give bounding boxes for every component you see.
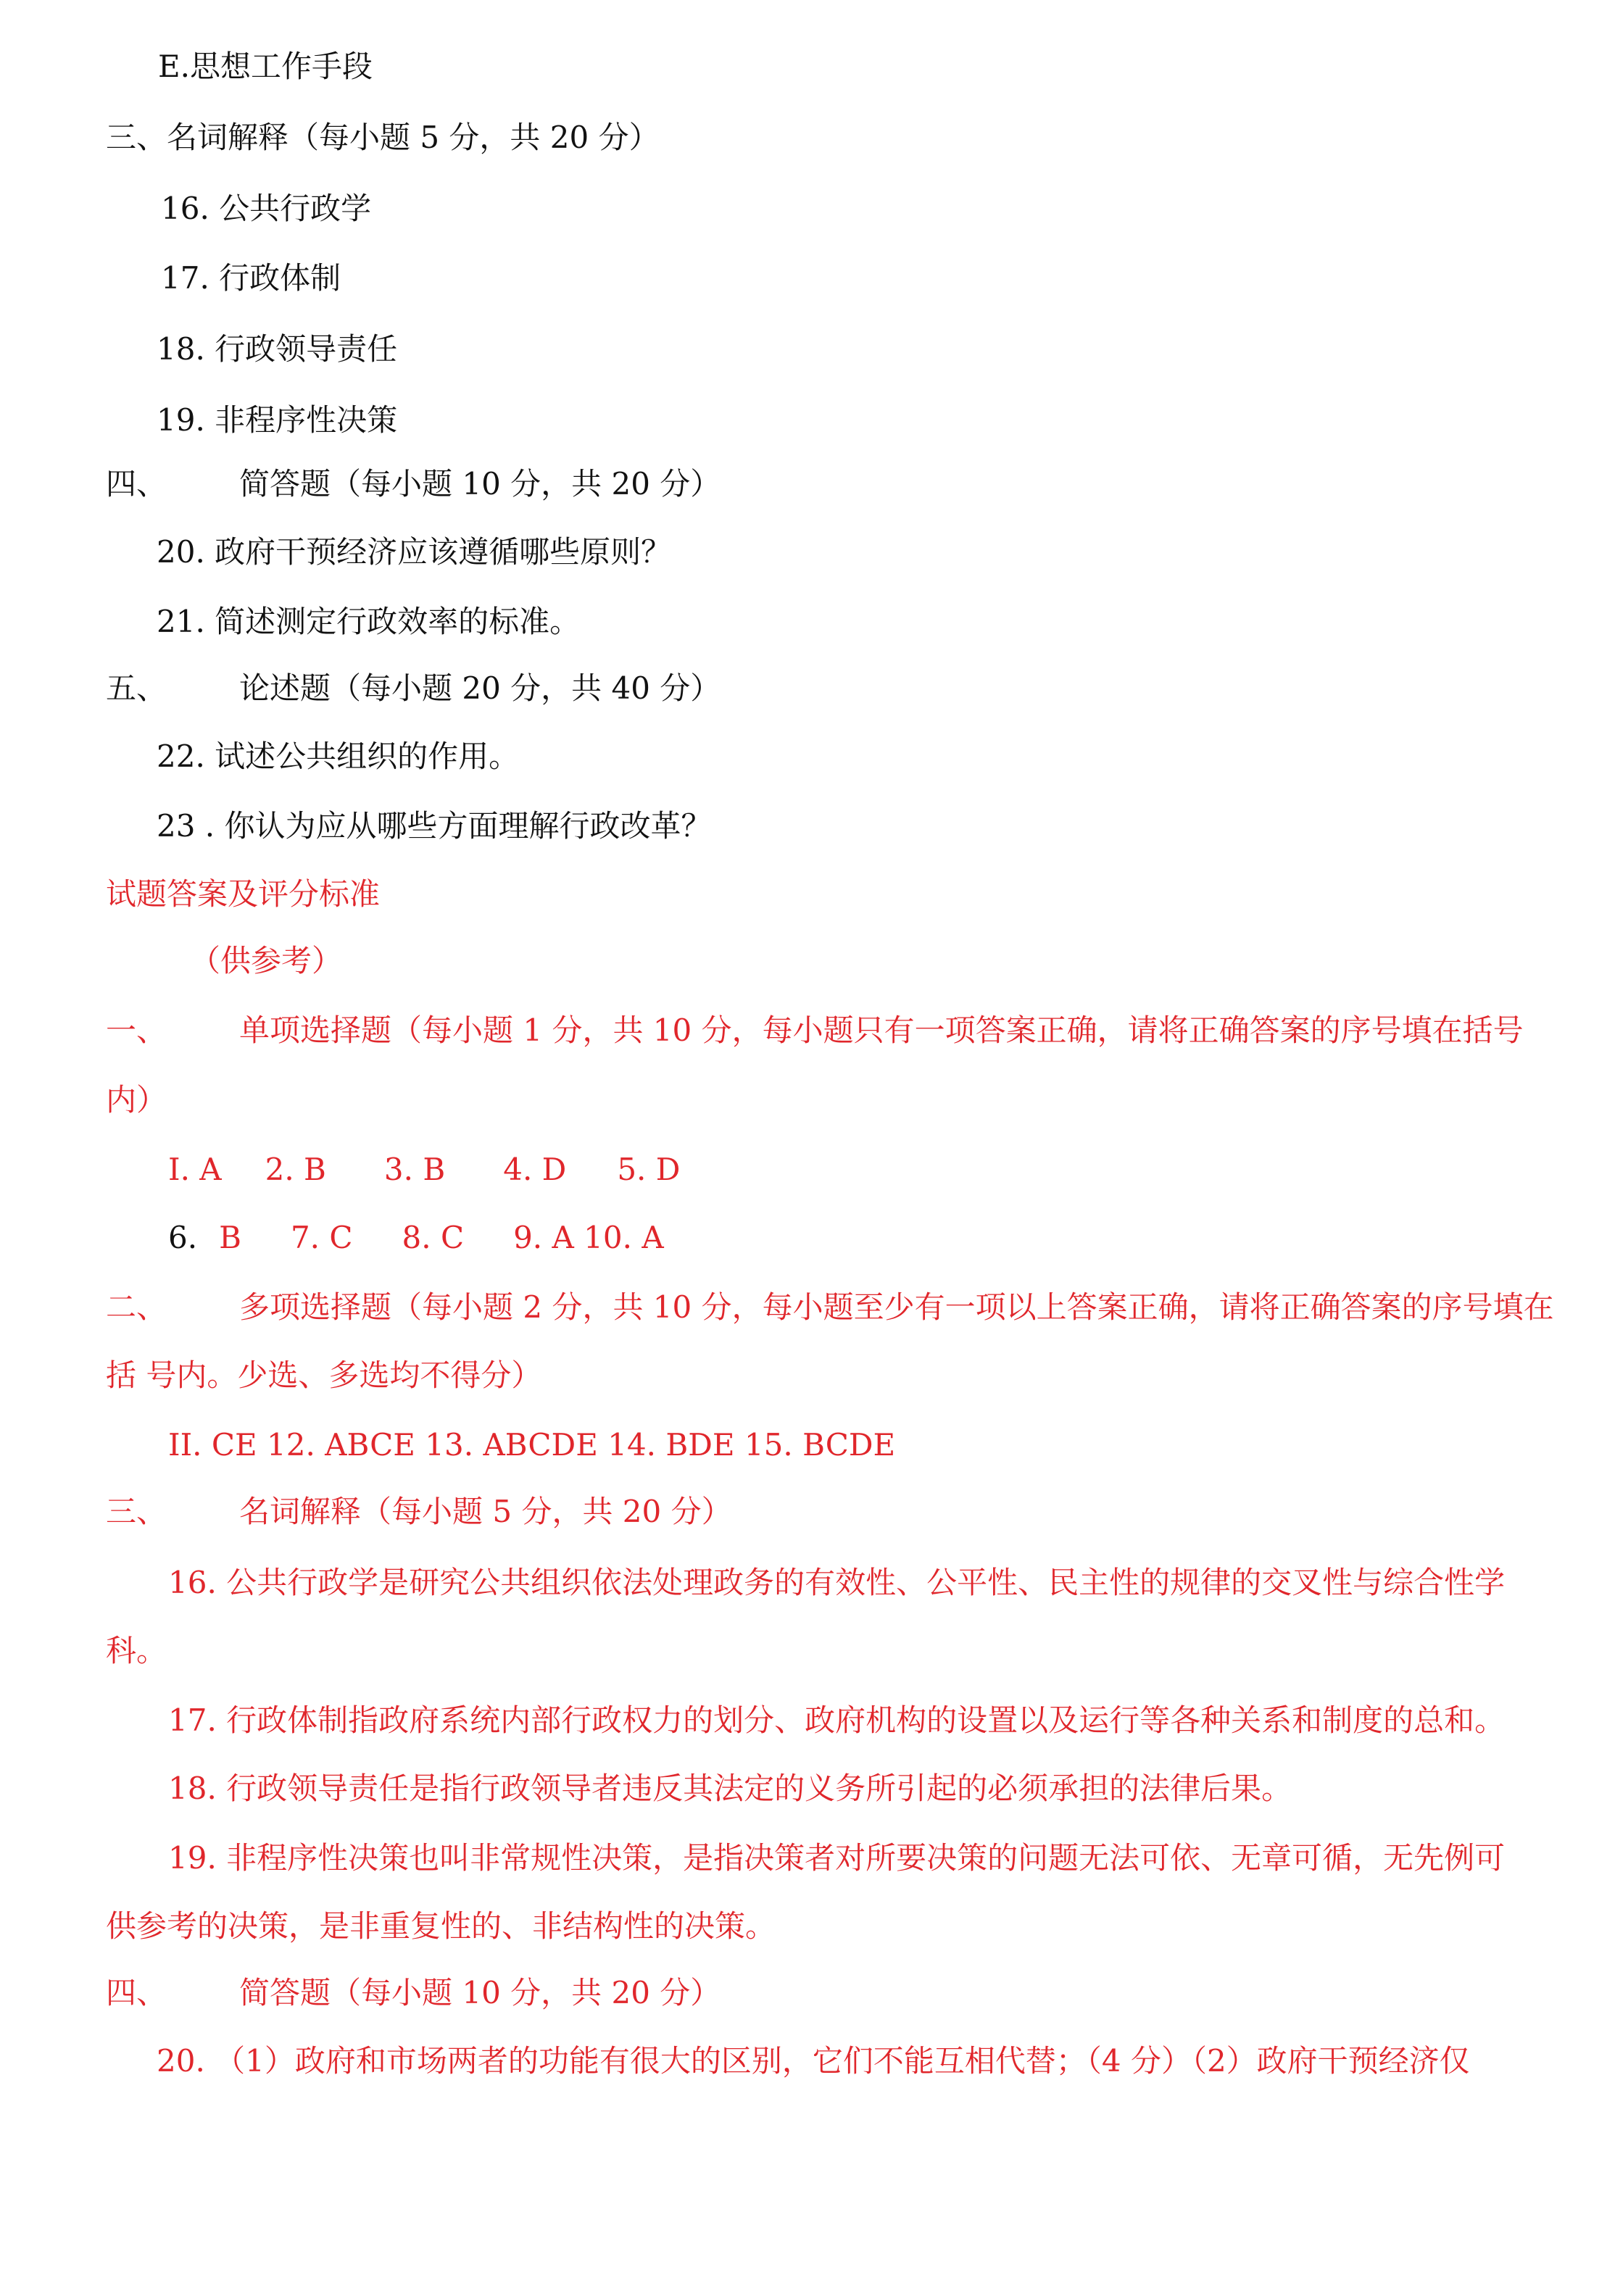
answer-row-1-5 [168, 1149, 680, 1190]
section-4-title: 简答题（每小题 10 分，共 20 分） [239, 466, 721, 502]
answer-section-1-heading [106, 1010, 1524, 1051]
answer-20: 20. （1）政府和市场两者的功能有很大的区别，它们不能互相代替；（4 分）（2）政府干预经济仅 [157, 2043, 1470, 2079]
answer-section-2-number: 二、 [106, 1289, 167, 1325]
question-20: 20. 政府干预经济应该遵循哪些原则？ [157, 534, 672, 570]
answer-row-6-10 [168, 1218, 664, 1258]
answer-19-cont: 供参考的决策，是非重复性的、非结构性的决策。 [106, 1908, 776, 1944]
answer-section-2-heading-cont: 括 号内。少选、多选均不得分） [106, 1357, 542, 1393]
answer-2: 2. B [265, 1152, 326, 1187]
answer-1: I. A [168, 1152, 222, 1187]
answer-16: 16. 公共行政学是研究公共组织依法处理政务的有效性、公平性、民主性的规律的交叉性与综合性学 [168, 1565, 1506, 1600]
answer-4: 4. D [503, 1152, 567, 1187]
answer-6: B [219, 1220, 241, 1255]
question-16: 16. 公共行政学 [161, 191, 372, 226]
question-18: 18. 行政领导责任 [157, 331, 398, 367]
answer-17: 17. 行政体制指政府系统内部行政权力的划分、政府机构的设置以及运行等各种关系和制度的总和。 [168, 1702, 1506, 1738]
answer-8: 8. C [402, 1220, 465, 1255]
answer-section-4-number: 四、 [106, 1975, 167, 2010]
answers-heading: 试题答案及评分标准 [106, 876, 381, 912]
section-4-number: 四、 [106, 466, 167, 502]
answer-5: 5. D [617, 1152, 681, 1187]
answer-section-1-heading-cont: 内） [106, 1082, 167, 1118]
answer-section-2-title: 多项选择题（每小题 2 分，共 10 分，每小题至少有一项以上答案正确，请将正确答案的序号填在 [239, 1289, 1554, 1325]
answer-section-4-title: 简答题（每小题 10 分，共 20 分） [239, 1975, 721, 2010]
section-5-heading [106, 668, 721, 709]
question-22: 22. 试述公共组织的作用。 [157, 739, 520, 774]
section-5-number: 五、 [106, 670, 167, 706]
answers-subheading: （供参考） [190, 943, 343, 978]
question-15-option-e: E.思想工作手段 [158, 49, 373, 84]
section-5-title: 论述题（每小题 20 分，共 40 分） [239, 670, 721, 706]
answer-section-2-heading [106, 1287, 1554, 1328]
question-23: 23 . 你认为应从哪些方面理解行政改革？ [157, 808, 712, 844]
answer-row-11-15: II. CE 12. ABCE 13. ABCDE 14. BDE 15. BCDE [168, 1427, 896, 1463]
answer-16-cont: 科。 [106, 1633, 167, 1668]
answer-section-3-number: 三、 [106, 1494, 167, 1529]
answer-section-4-heading [106, 1973, 721, 2013]
answer-section-1-title: 单项选择题（每小题 1 分，共 10 分，每小题只有一项答案正确，请将正确答案的序号填在括号 [239, 1012, 1524, 1048]
question-17: 17. 行政体制 [161, 260, 341, 296]
question-19: 19. 非程序性决策 [157, 402, 398, 438]
answer-6-number: 6. [168, 1220, 198, 1255]
question-21: 21. 简述测定行政效率的标准。 [157, 604, 581, 639]
answer-9-10: 9. A 10. A [513, 1220, 664, 1255]
answer-section-3-title: 名词解释（每小题 5 分，共 20 分） [239, 1494, 732, 1529]
section-4-heading [106, 464, 721, 504]
answer-18: 18. 行政领导责任是指行政领导者违反其法定的义务所引起的必须承担的法律后果。 [168, 1771, 1292, 1806]
section-3-heading: 三、名词解释（每小题 5 分，共 20 分） [106, 120, 660, 155]
answer-3: 3. B [383, 1152, 446, 1187]
answer-19: 19. 非程序性决策也叫非常规性决策，是指决策者对所要决策的问题无法可依、无章可循，无先例可 [168, 1840, 1506, 1876]
answer-section-3-heading [106, 1492, 732, 1532]
answer-section-1-number: 一、 [106, 1012, 167, 1048]
answer-7: 7. C [290, 1220, 353, 1255]
